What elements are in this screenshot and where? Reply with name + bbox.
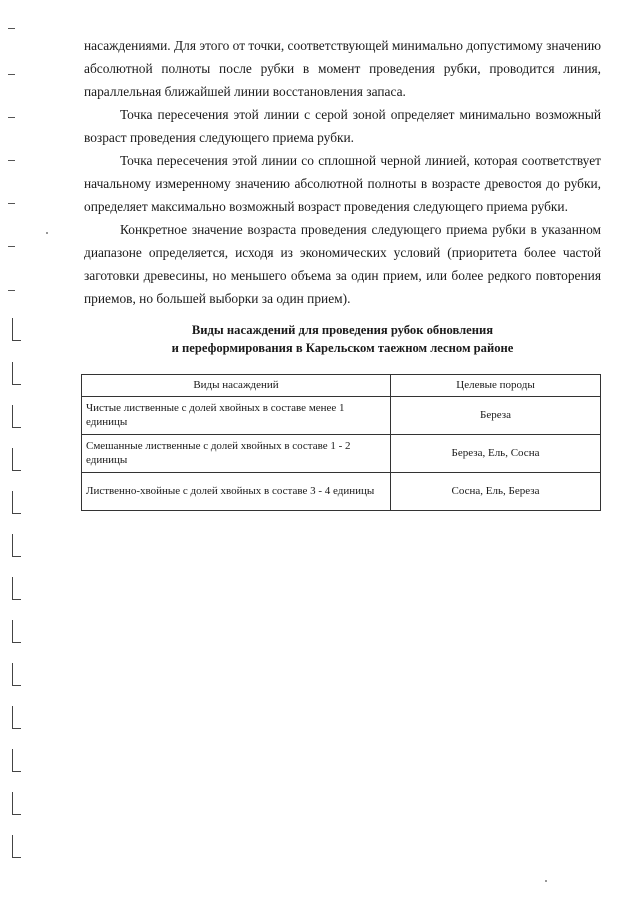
scan-mark: [8, 203, 15, 204]
scan-mark: [12, 749, 21, 772]
scan-mark: [8, 74, 15, 75]
table-title-line-1: Виды насаждений для проведения рубок обновления: [191, 323, 494, 337]
scan-mark: [12, 491, 21, 514]
scan-mark: [12, 663, 21, 686]
table-row: [82, 397, 601, 435]
species-table: [81, 374, 601, 511]
column-header-target-species: Целевые породы: [391, 375, 601, 397]
scan-mark: [12, 362, 21, 385]
target-species-cell: Береза: [391, 397, 601, 435]
scan-margin-marks: [0, 0, 30, 905]
column-header-stand-type: Виды насаждений: [82, 375, 391, 397]
table-title: [84, 321, 601, 357]
scan-mark: [8, 28, 15, 29]
target-species-cell: Береза, Ель, Сосна: [391, 435, 601, 473]
scan-speck: [545, 880, 547, 882]
scan-mark: [8, 290, 15, 291]
paragraph-4: Конкретное значение возраста проведения следующего приема рубки в указанном диапазоне определяется, исходя из экономических условий (приоритета более частой заготовки древесины, но меньшего объема за один прием, или более редкого повторения приемов, но большей выборки за один прием).: [84, 222, 601, 306]
scan-mark: [12, 448, 21, 471]
scan-mark: [12, 706, 21, 729]
stand-type-cell: Смешанные лиственные с долей хвойных в составе 1 - 2 единицы: [82, 435, 391, 473]
target-species-cell: Сосна, Ель, Береза: [391, 473, 601, 511]
scan-mark: [12, 577, 21, 600]
table-row: [82, 473, 601, 511]
table-row: [82, 435, 601, 473]
scan-mark: [8, 246, 15, 247]
scan-mark: [8, 117, 15, 118]
body-text: [84, 34, 601, 310]
stand-type-cell: Чистые лиственные с долей хвойных в составе менее 1 единицы: [82, 397, 391, 435]
paragraph-1: насаждениями. Для этого от точки, соответствующей минимально допустимому значению абсолютной полноты после рубки в момент проведения рубки, проводится линия, параллельная ближайшей линии восстановления запаса.: [84, 38, 601, 99]
table-header-row: [82, 375, 601, 397]
stand-type-cell: Лиственно-хвойные с долей хвойных в составе 3 - 4 единицы: [82, 473, 391, 511]
scan-mark: [12, 835, 21, 858]
scan-mark: [8, 160, 15, 161]
paragraph-2: Точка пересечения этой линии с серой зоной определяет минимально возможный возраст проведения следующего приема рубки.: [84, 107, 601, 145]
scan-mark: [12, 620, 21, 643]
table-title-line-2: и переформирования в Карельском таежном лесном районе: [171, 341, 514, 355]
scan-speck: [46, 232, 48, 234]
scan-mark: [12, 792, 21, 815]
scan-mark: [12, 534, 21, 557]
scan-mark: [12, 405, 21, 428]
paragraph-3: Точка пересечения этой линии со сплошной черной линией, которая соответствует начальному измеренному значению абсолютной полноты в возрасте древостоя до рубки, определяет максимально возможный возраст проведения следующего приема рубки.: [84, 153, 601, 214]
scan-mark: [12, 318, 21, 341]
